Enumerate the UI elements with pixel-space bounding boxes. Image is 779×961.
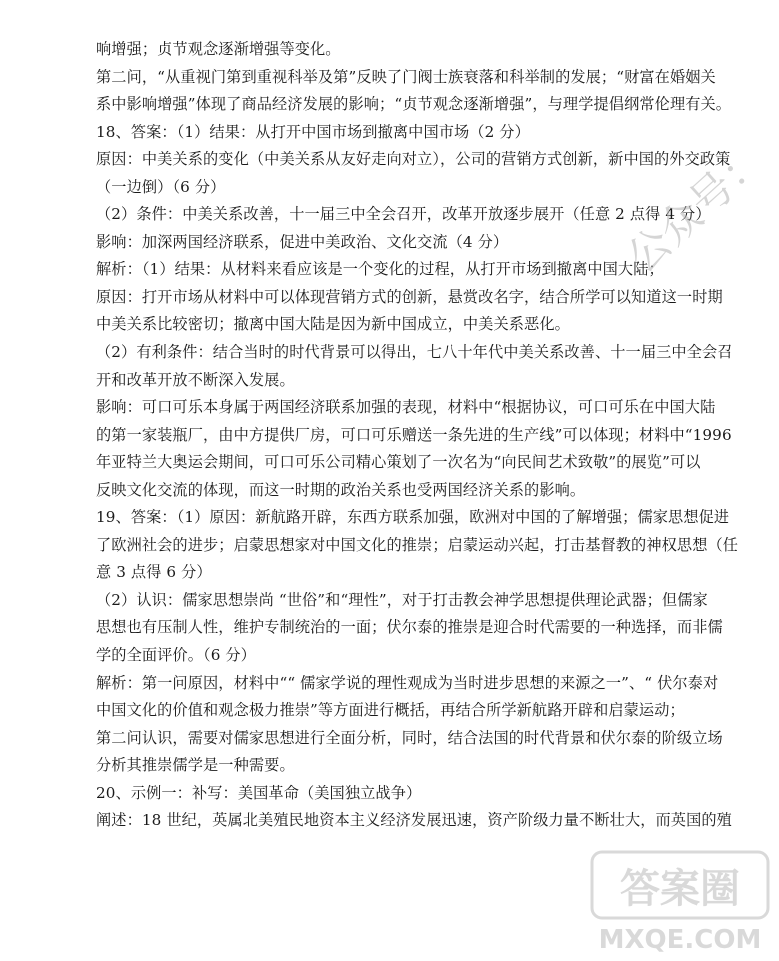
text-line: 中国文化的价值和观念极力推崇”等方面进行概括，再结合所学新航路开辟和启蒙运动； <box>96 701 685 720</box>
text-line: 开和改革开放不断深入发展。 <box>96 370 295 389</box>
text-line: 了欧洲社会的进步；启蒙思想家对中国文化的推崇；启蒙运动兴起，打击基督教的神权思想（任 <box>96 535 739 554</box>
text-line: （2）条件：中美关系改善，十一届三中全会召开，改革开放逐步展开（任意 2 点得 4 分） <box>96 205 711 224</box>
text-line: 中美关系比较密切；撤离中国大陆是因为新中国成立，中美关系恶化。 <box>96 315 570 334</box>
text-line: 影响：加深两国经济联系，促进中美政治、文化交流（4 分） <box>96 232 509 251</box>
text-line: 阐述：18 世纪，英属北美殖民地资本主义经济发展迅速，资产阶级力量不断壮大，而英国的殖 <box>96 811 732 830</box>
text-line: （2）认识：儒家思想崇尚 “世俗”和“理性”，对于打击教会神学思想提供理论武器；但儒家 <box>96 590 708 609</box>
text-line: 解析：第一问原因，材料中““ 儒家学说的理性观成为当时进步思想的来源之一”、“ 伏尔泰对 <box>96 673 719 692</box>
text-line: （一边倒）（6 分） <box>96 177 226 196</box>
watermark-logo-url: MXQE.COM <box>598 925 762 955</box>
question-18-answer-heading: 18、答案：（1）结果：从打开中国市场到撤离中国市场（2 分） <box>96 122 530 141</box>
watermark-logo <box>590 848 770 956</box>
question-20-example-heading: 20、示例一：补写：美国革命（美国独立战争） <box>96 783 422 802</box>
text-line: 思想也有压制人性，维护专制统治的一面；伏尔泰的推崇是迎合时代需要的一种选择，而非儒 <box>96 618 723 637</box>
text-line: 原因：打开市场从材料中可以体现营销方式的创新，悬赏改名字，结合所学可以知道这一时期 <box>96 287 723 306</box>
text-line: 分析其推崇儒学是一种需要。 <box>96 756 295 775</box>
question-19-answer-heading: 19、答案：（1）原因：新航路开辟，东西方联系加强，欧洲对中国的了解增强；儒家思想促进 <box>96 508 730 527</box>
text-line: 学的全面评价。（6 分） <box>96 646 256 665</box>
text-line: 年亚特兰大奥运会期间，可口可乐公司精心策划了一次名为“向民间艺术致敬”的展览”可以 <box>96 453 701 472</box>
text-line: （2）有利条件：结合当时的时代背景可以得出，七八十年代中美关系改善、十一届三中全会召 <box>96 343 733 362</box>
document-body <box>96 36 761 835</box>
text-line: 影响：可口可乐本身属于两国经济联系加强的表现，材料中“根据协议，可口可乐在中国大陆 <box>96 398 716 417</box>
text-line: 原因：中美关系的变化（中美关系从友好走向对立），公司的营销方式创新，新中国的外交政策 <box>96 150 731 169</box>
text-line: 反映文化交流的体现，而这一时期的政治关系也受两国经济关系的影响。 <box>96 480 586 499</box>
text-line: 意 3 点得 6 分） <box>96 563 212 582</box>
text-line: 系中影响增强”体现了商品经济发展的影响；“贞节观念逐渐增强”，与理学提倡纲常伦理有关。 <box>96 95 732 114</box>
text-line: 第二问，“从重视门第到重视科举及第”反映了门阀士族衰落和科举制的发展；“财富在婚姻关 <box>96 67 716 86</box>
text-line: 响增强；贞节观念逐渐增强等变化。 <box>96 40 341 58</box>
text-line: 解析：（1）结果：从材料来看应该是一个变化的过程，从打开市场到撤离中国大陆； <box>96 260 664 279</box>
text-line: 第二问认识，需要对儒家思想进行全面分析，同时，结合法国的时代背景和伏尔泰的阶级立场 <box>96 728 723 747</box>
watermark-logo-main: 答案圈 <box>620 866 740 912</box>
text-line: 的第一家装瓶厂，由中方提供厂房，可口可乐赠送一条先进的生产线”可以体现；材料中“1996 <box>96 425 732 444</box>
watermark-diagonal-text: 公众号： <box>617 133 776 283</box>
